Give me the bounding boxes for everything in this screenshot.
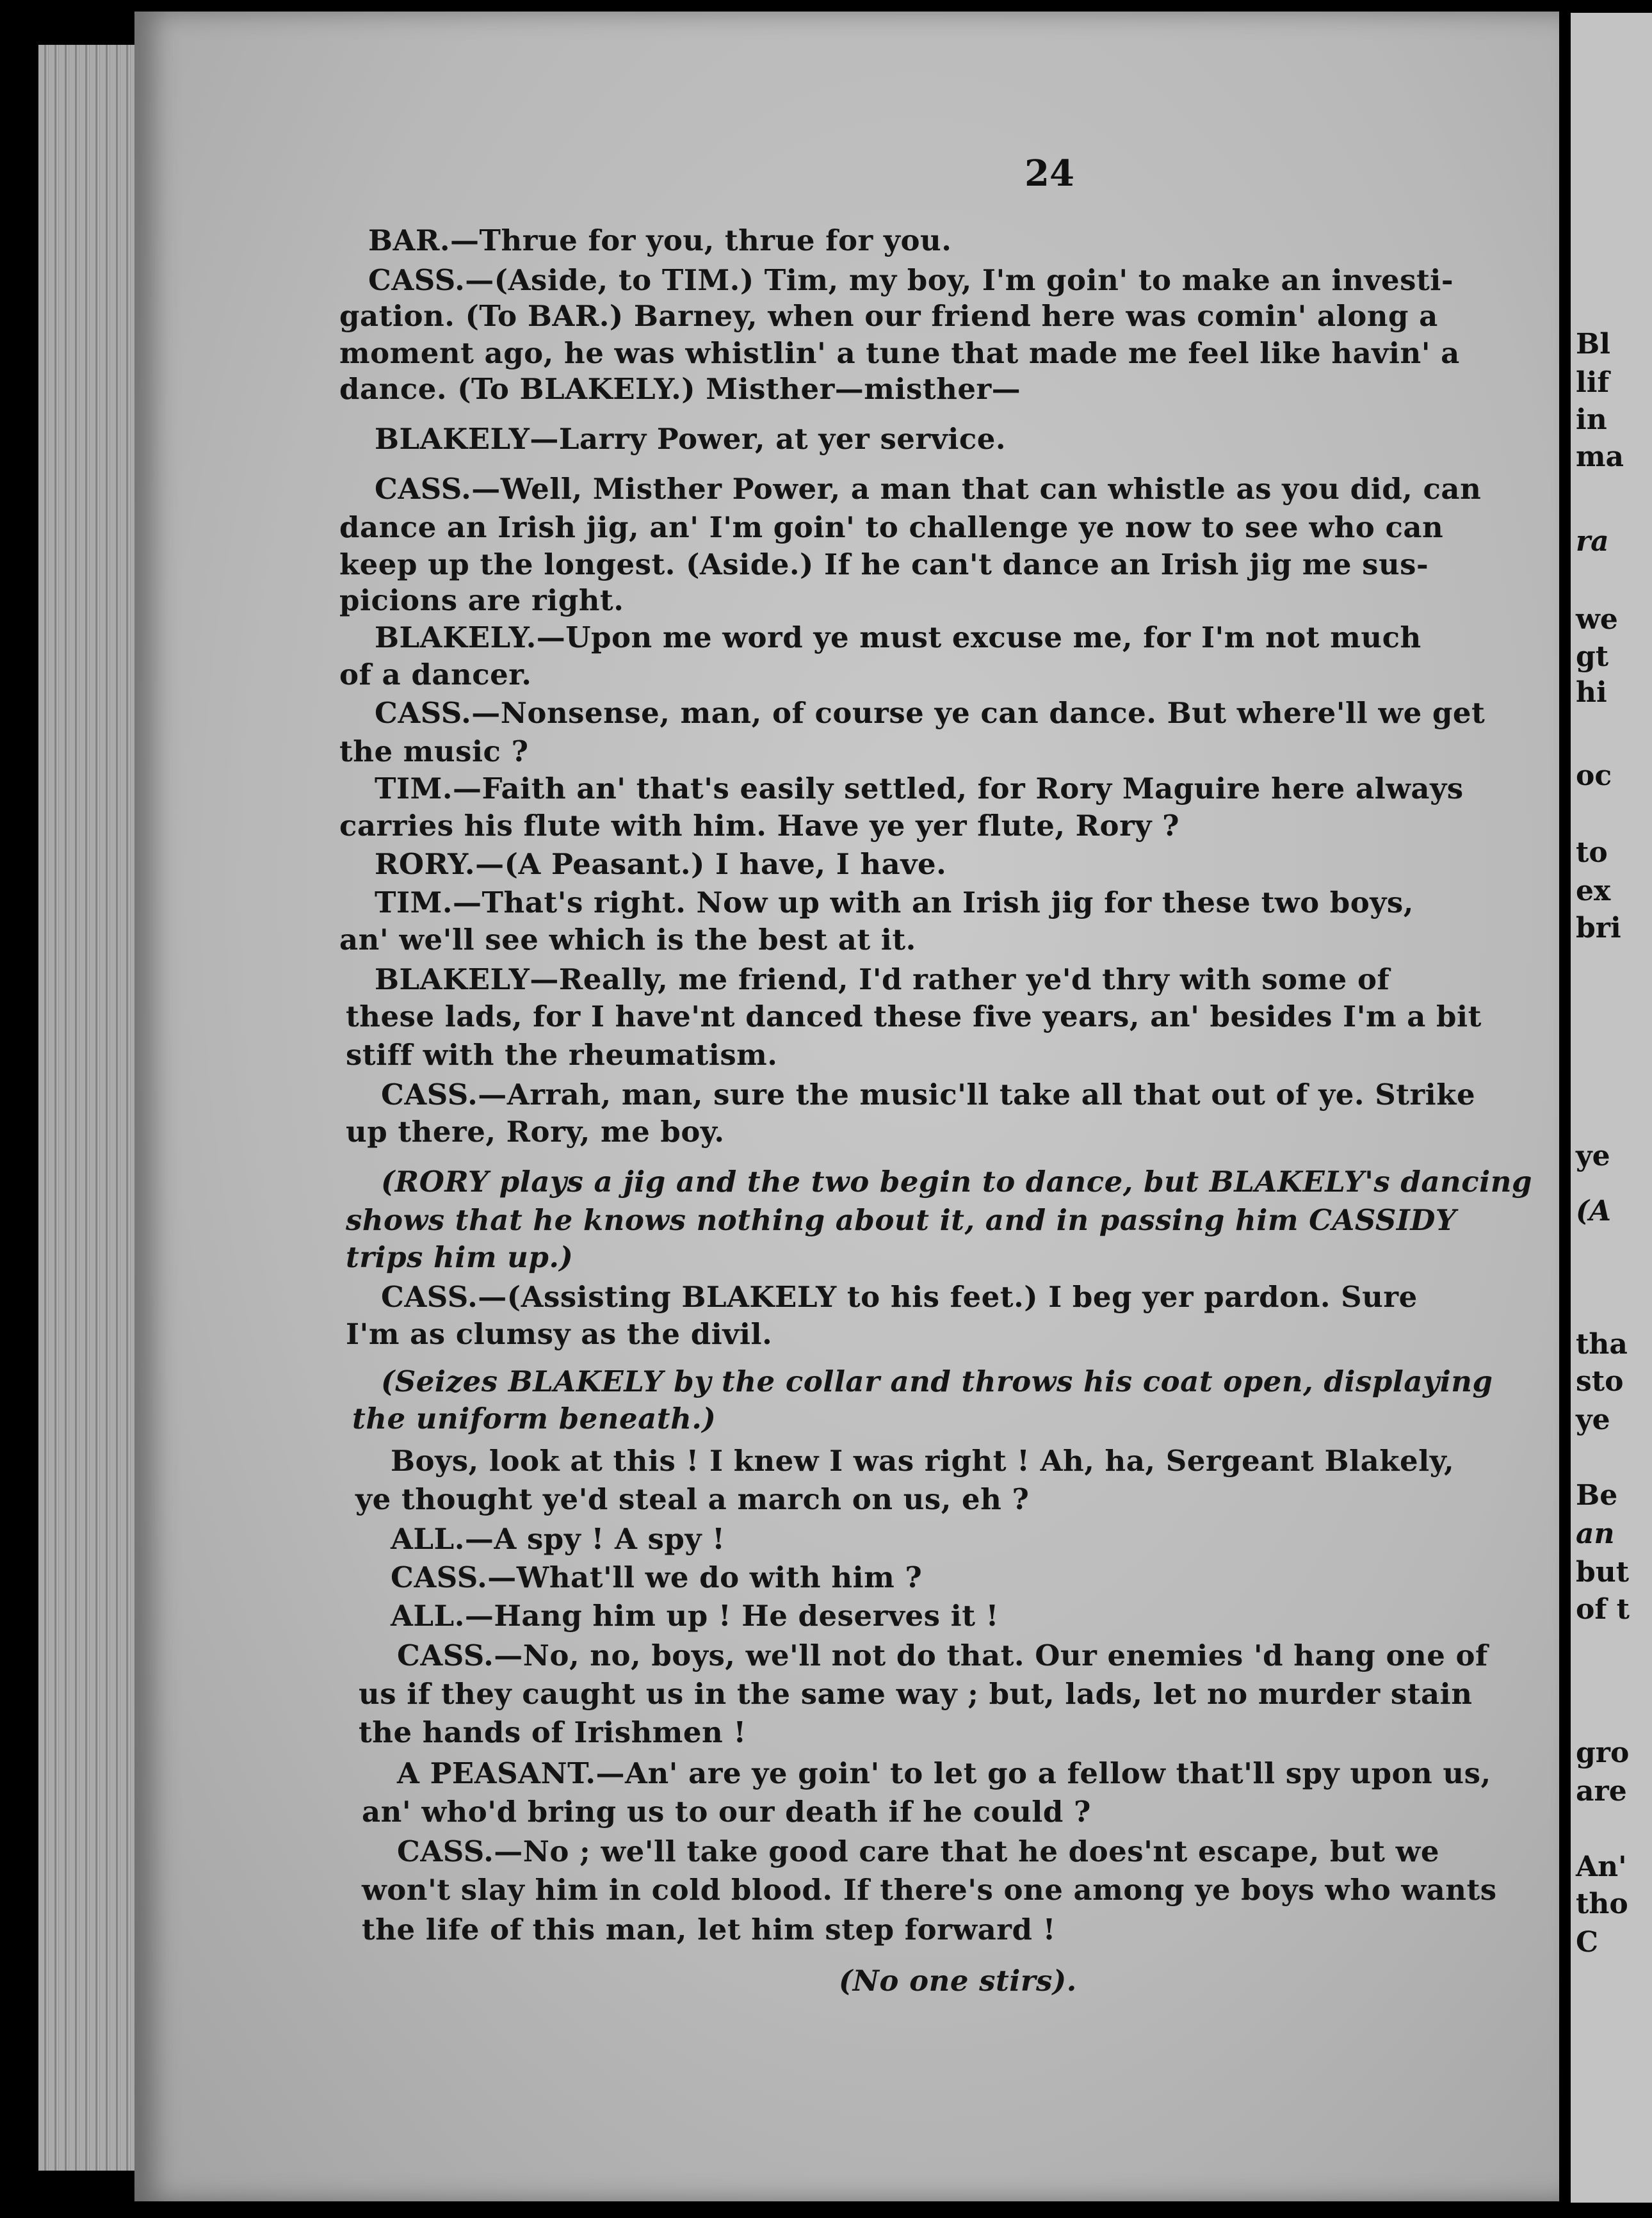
facing-page-fragment: an [1576, 1518, 1615, 1550]
text-line: of a dancer. [339, 658, 532, 692]
text-line: CASS.—No ; we'll take good care that he does'nt escape, but we [397, 1834, 1439, 1868]
stage-direction-line: trips him up.) [346, 1240, 574, 1274]
text-line: Boys, look at this ! I knew I was right ! Ah, ha, Sergeant Blakely, [391, 1444, 1455, 1478]
text-line: won't slay him in cold blood. If there's one among ye boys who wants [362, 1873, 1497, 1907]
facing-page-fragment: tha [1576, 1328, 1628, 1361]
facing-page-fragment: bri [1576, 912, 1621, 944]
book-page [134, 12, 1559, 2201]
facing-page-fragment: Bl [1576, 328, 1610, 360]
stage-direction-line: (No one stirs). [839, 1964, 1077, 1998]
stacked-page-edges [38, 45, 147, 2171]
text-line: A PEASANT.—An' are ye goin' to let go a fellow that'll spy upon us, [397, 1756, 1491, 1790]
facing-page-fragment: of t [1576, 1593, 1630, 1626]
text-line: up there, Rory, me boy. [346, 1115, 725, 1149]
facing-page-fragment: ma [1576, 441, 1624, 473]
text-line: the hands of Irishmen ! [359, 1715, 747, 1749]
text-line: the life of this man, let him step forward ! [362, 1913, 1056, 1947]
stage-direction-line: shows that he knows nothing about it, and in passing him CASSIDY [346, 1203, 1457, 1237]
text-line: dance an Irish jig, an' I'm goin' to challenge ye now to see who can [339, 510, 1444, 544]
facing-page-fragment: ex [1576, 875, 1611, 907]
facing-page-fragment: to [1576, 836, 1608, 869]
text-line: TIM.—That's right. Now up with an Irish jig for these two boys, [375, 886, 1414, 919]
text-line: TIM.—Faith an' that's easily settled, for Rory Maguire here always [375, 772, 1464, 805]
binding-gutter [1559, 0, 1571, 2218]
text-line: these lads, for I have'nt danced these five years, an' besides I'm a bit [346, 1000, 1482, 1033]
text-line: carries his flute with him. Have ye yer flute, Rory ? [339, 809, 1179, 843]
stage-direction-line: the uniform beneath.) [352, 1402, 717, 1436]
facing-page-fragment: are [1576, 1775, 1627, 1808]
text-line: CASS.—Well, Misther Power, a man that can whistle as you did, can [375, 472, 1482, 506]
facing-page-fragment: An' [1576, 1850, 1627, 1883]
text-line: CASS.—Nonsense, man, of course ye can dance. But where'll we get [375, 696, 1486, 730]
facing-page-edge [1571, 13, 1652, 2203]
text-line: BLAKELY—Really, me friend, I'd rather ye'd thry with some of [375, 962, 1390, 996]
text-line: BAR.—Thrue for you, thrue for you. [368, 223, 952, 257]
facing-page-fragment: ye [1576, 1404, 1610, 1436]
text-line: an' we'll see which is the best at it. [339, 923, 916, 957]
text-line: moment ago, he was whistlin' a tune that made me feel like havin' a [339, 336, 1460, 370]
stage-direction-line: (Seizes BLAKELY by the collar and throws his coat open, displaying [381, 1364, 1493, 1398]
text-line: ALL.—Hang him up ! He deserves it ! [391, 1599, 999, 1633]
facing-page-fragment: lif [1576, 366, 1610, 399]
text-line: ALL.—A spy ! A spy ! [391, 1522, 725, 1556]
text-line: CASS.—No, no, boys, we'll not do that. Our enemies 'd hang one of [397, 1639, 1488, 1672]
facing-page-fragment: hi [1576, 676, 1607, 709]
text-line: gation. (To BAR.) Barney, when our friend here was comin' along a [339, 299, 1438, 333]
text-line: dance. (To BLAKELY.) Misther—misther— [339, 372, 1021, 406]
text-line: us if they caught us in the same way ; but, lads, let no murder stain [359, 1677, 1473, 1711]
text-line: BLAKELY.—Upon me word ye must excuse me, for I'm not much [375, 620, 1421, 654]
facing-page-fragment: Be [1576, 1479, 1618, 1512]
text-line: CASS.—Arrah, man, sure the music'll take all that out of ye. Strike [381, 1078, 1476, 1112]
stage-direction-line: (RORY plays a jig and the two begin to dance, but BLAKELY's dancing [381, 1165, 1532, 1199]
page-number: 24 [1024, 152, 1074, 195]
text-line: picions are right. [339, 583, 624, 617]
facing-page-fragment: (A [1576, 1195, 1611, 1227]
text-line: CASS.—(Assisting BLAKELY to his feet.) I beg yer pardon. Sure [381, 1280, 1418, 1314]
facing-page-fragment: in [1576, 403, 1607, 436]
text-line: CASS.—(Aside, to TIM.) Tim, my boy, I'm goin' to make an investi- [368, 263, 1454, 297]
facing-page-fragment: tho [1576, 1888, 1628, 1920]
text-line: the music ? [339, 734, 529, 768]
text-line: CASS.—What'll we do with him ? [391, 1560, 923, 1594]
facing-page-fragment: ra [1576, 525, 1609, 558]
facing-page-fragment: sto [1576, 1365, 1624, 1398]
facing-page-fragment: but [1576, 1556, 1630, 1589]
facing-page-fragment: we [1576, 603, 1618, 636]
facing-page-fragment: gt [1576, 640, 1609, 673]
text-line: RORY.—(A Peasant.) I have, I have. [375, 847, 947, 881]
text-line: stiff with the rheumatism. [346, 1038, 778, 1072]
facing-page-fragment: oc [1576, 759, 1612, 792]
text-line: I'm as clumsy as the divil. [346, 1317, 773, 1351]
text-line: BLAKELY—Larry Power, at yer service. [375, 422, 1007, 456]
text-line: an' who'd bring us to our death if he could ? [362, 1795, 1091, 1829]
facing-page-fragment: gro [1576, 1736, 1630, 1769]
text-line: keep up the longest. (Aside.) If he can't dance an Irish jig me sus- [339, 547, 1429, 581]
text-line: ye thought ye'd steal a march on us, eh ? [355, 1482, 1030, 1516]
facing-page-fragment: ye [1576, 1140, 1610, 1172]
facing-page-fragment: C [1576, 1926, 1599, 1959]
